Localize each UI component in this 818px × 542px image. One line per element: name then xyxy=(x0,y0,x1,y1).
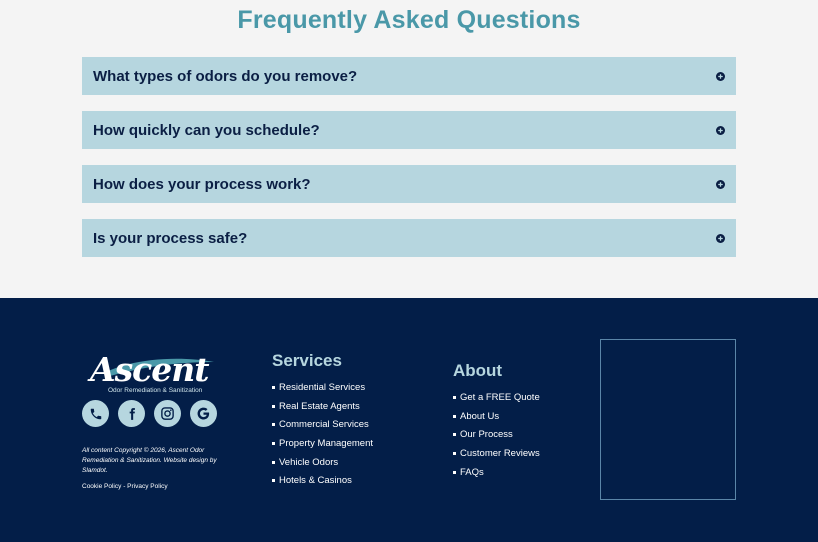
about-link-about-us[interactable]: About Us xyxy=(460,410,500,422)
faq-title: Frequently Asked Questions xyxy=(237,6,581,34)
list-item xyxy=(272,397,373,416)
services-link-commercial[interactable]: Commercial Services xyxy=(279,419,369,431)
services-links xyxy=(272,378,373,490)
google-button[interactable] xyxy=(190,400,217,427)
services-link-residential[interactable]: Residential Services xyxy=(279,381,366,393)
facebook-icon xyxy=(125,407,139,421)
square-bullet-icon xyxy=(272,442,275,445)
list-item xyxy=(453,388,540,407)
copyright-text: All content Copyright © 2026, Ascent Odor Remediation & Sanitization. Website design by Slamdot. xyxy=(82,447,217,474)
about-link-faqs[interactable]: FAQs xyxy=(460,466,484,478)
about-link-reviews[interactable]: Customer Reviews xyxy=(460,447,540,459)
square-bullet-icon xyxy=(272,479,275,482)
faq-question: What types of odors do you remove? xyxy=(93,67,358,85)
services-heading: Services xyxy=(272,351,342,370)
square-bullet-icon xyxy=(453,471,456,474)
logo-tagline: Odor Remediation & Sanitization xyxy=(108,387,203,394)
services-link-property-management[interactable]: Property Management xyxy=(279,437,373,449)
faq-item[interactable] xyxy=(82,111,736,149)
list-item xyxy=(272,415,373,434)
faq-item[interactable] xyxy=(82,57,736,95)
square-bullet-icon xyxy=(272,405,275,408)
square-bullet-icon xyxy=(272,386,275,389)
ascent-logo[interactable] xyxy=(86,350,218,398)
services-link-hotels[interactable]: Hotels & Casinos xyxy=(279,475,352,487)
square-bullet-icon xyxy=(272,461,275,464)
privacy-policy-link[interactable]: Privacy Policy xyxy=(127,483,168,490)
square-bullet-icon xyxy=(272,423,275,426)
faq-accordion xyxy=(82,57,736,273)
list-item xyxy=(453,407,540,426)
list-item xyxy=(453,463,540,482)
policy-separator: - xyxy=(121,483,128,490)
footer-about-column xyxy=(453,361,540,481)
logo-wordmark: Ascent xyxy=(90,350,209,389)
square-bullet-icon xyxy=(453,415,456,418)
square-bullet-icon xyxy=(453,433,456,436)
faq-question: How does your process work? xyxy=(93,175,311,193)
list-item xyxy=(453,444,540,463)
expand-plus-icon[interactable] xyxy=(716,234,725,243)
list-item xyxy=(272,453,373,472)
social-links xyxy=(82,400,217,427)
instagram-icon xyxy=(160,406,175,421)
expand-plus-icon[interactable] xyxy=(716,180,725,189)
square-bullet-icon xyxy=(453,396,456,399)
faq-question: Is your process safe? xyxy=(93,229,248,247)
facebook-button[interactable] xyxy=(118,400,145,427)
google-icon xyxy=(196,406,211,421)
phone-icon xyxy=(89,407,103,421)
footer-brand xyxy=(82,350,222,490)
services-link-vehicle[interactable]: Vehicle Odors xyxy=(279,456,339,468)
policy-links xyxy=(82,483,168,490)
cookie-policy-link[interactable]: Cookie Policy xyxy=(82,483,122,490)
list-item xyxy=(453,425,540,444)
about-link-free-quote[interactable]: Get a FREE Quote xyxy=(460,391,540,403)
faq-question: How quickly can you schedule? xyxy=(93,121,320,139)
about-link-our-process[interactable]: Our Process xyxy=(460,429,513,441)
faq-item[interactable] xyxy=(82,219,736,257)
faq-item[interactable] xyxy=(82,165,736,203)
services-link-real-estate[interactable]: Real Estate Agents xyxy=(279,400,360,412)
square-bullet-icon xyxy=(453,452,456,455)
about-links xyxy=(453,388,540,481)
expand-plus-icon[interactable] xyxy=(716,126,725,135)
list-item xyxy=(272,434,373,453)
list-item xyxy=(272,471,373,490)
phone-button[interactable] xyxy=(82,400,109,427)
site-footer xyxy=(0,298,818,542)
about-heading: About xyxy=(453,361,503,380)
expand-plus-icon[interactable] xyxy=(716,72,725,81)
instagram-button[interactable] xyxy=(154,400,181,427)
map-embed-frame[interactable] xyxy=(600,339,736,500)
list-item xyxy=(272,378,373,397)
footer-services-column xyxy=(272,351,373,490)
